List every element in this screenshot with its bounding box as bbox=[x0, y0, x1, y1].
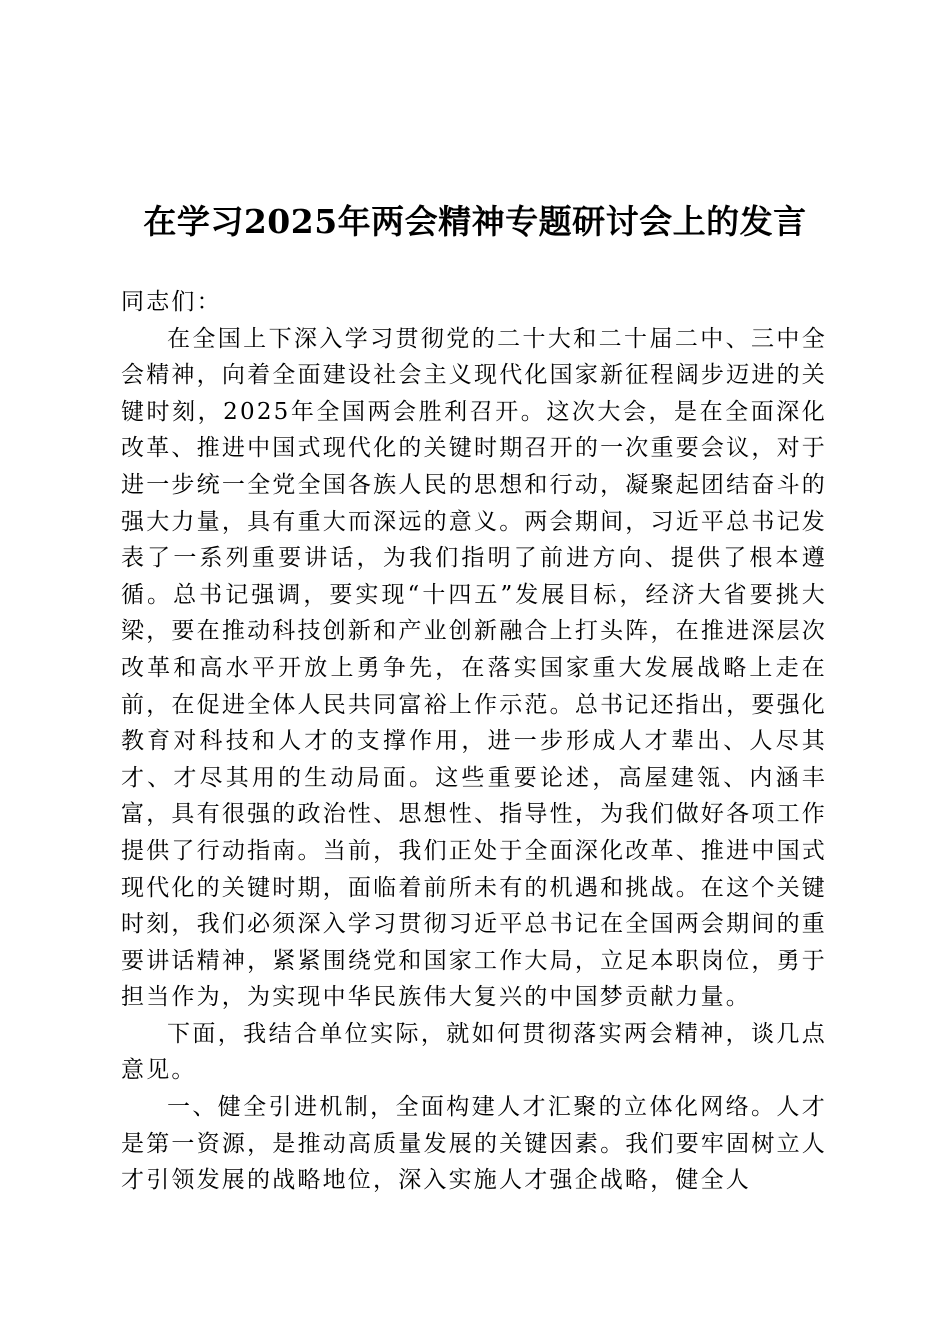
paragraph-transition: 下面，我结合单位实际，就如何贯彻落实两会精神，谈几点意见。 bbox=[121, 1020, 827, 1084]
document-body bbox=[121, 284, 827, 1199]
salutation: 同志们： bbox=[121, 289, 222, 315]
paragraph-intro: 在全国上下深入学习贯彻党的二十大和二十届二中、三中全会精神，向着全面建设社会主义现代化国家新征程阔步迈进的关键时刻，2025年全国两会胜利召开。这次大会，是在全面深化改革、推进中国式现代化的关键时期召开的一次重要会议，对于进一步统一全党全国各族人民的思想和行动，凝聚起团结奋斗的强大力量，具有重大而深远的意义。两会期间，习近平总书记发表了一系列重要讲话，为我们指明了前进方向、提供了根本遵循。总书记强调，要实现“十四五”发展目标，经济大省要挑大梁，要在推动科技创新和产业创新融合上打头阵，在推进深层次改革和高水平开放上勇争先，在落实国家重大发展战略上走在前，在促进全体人民共同富裕上作示范。总书记还指出，要强化教育对科技和人才的支撑作用，进一步形成人才辈出、人尽其才、才尽其用的生动局面。这些重要论述，高屋建瓴、内涵丰富，具有很强的政治性、思想性、指导性，为我们做好各项工作提供了行动指南。当前，我们正处于全面深化改革、推进中国式现代化的关键时期，面临着前所未有的机遇和挑战。在这个关键时刻，我们必须深入学习贯彻习近平总书记在全国两会期间的重要讲话精神，紧紧围绕党和国家工作大局，立足本职岗位，勇于担当作为，为实现中华民族伟大复兴的中国梦贡献力量。 bbox=[121, 325, 827, 1011]
paragraph-section-one: 一、健全引进机制，全面构建人才汇聚的立体化网络。人才是第一资源，是推动高质量发展的关键因素。我们要牢固树立人才引领发展的战略地位，深入实施人才强企战略，健全人 bbox=[121, 1094, 827, 1194]
document-title: 在学习2025年两会精神专题研讨会上的发言 bbox=[143, 202, 807, 241]
